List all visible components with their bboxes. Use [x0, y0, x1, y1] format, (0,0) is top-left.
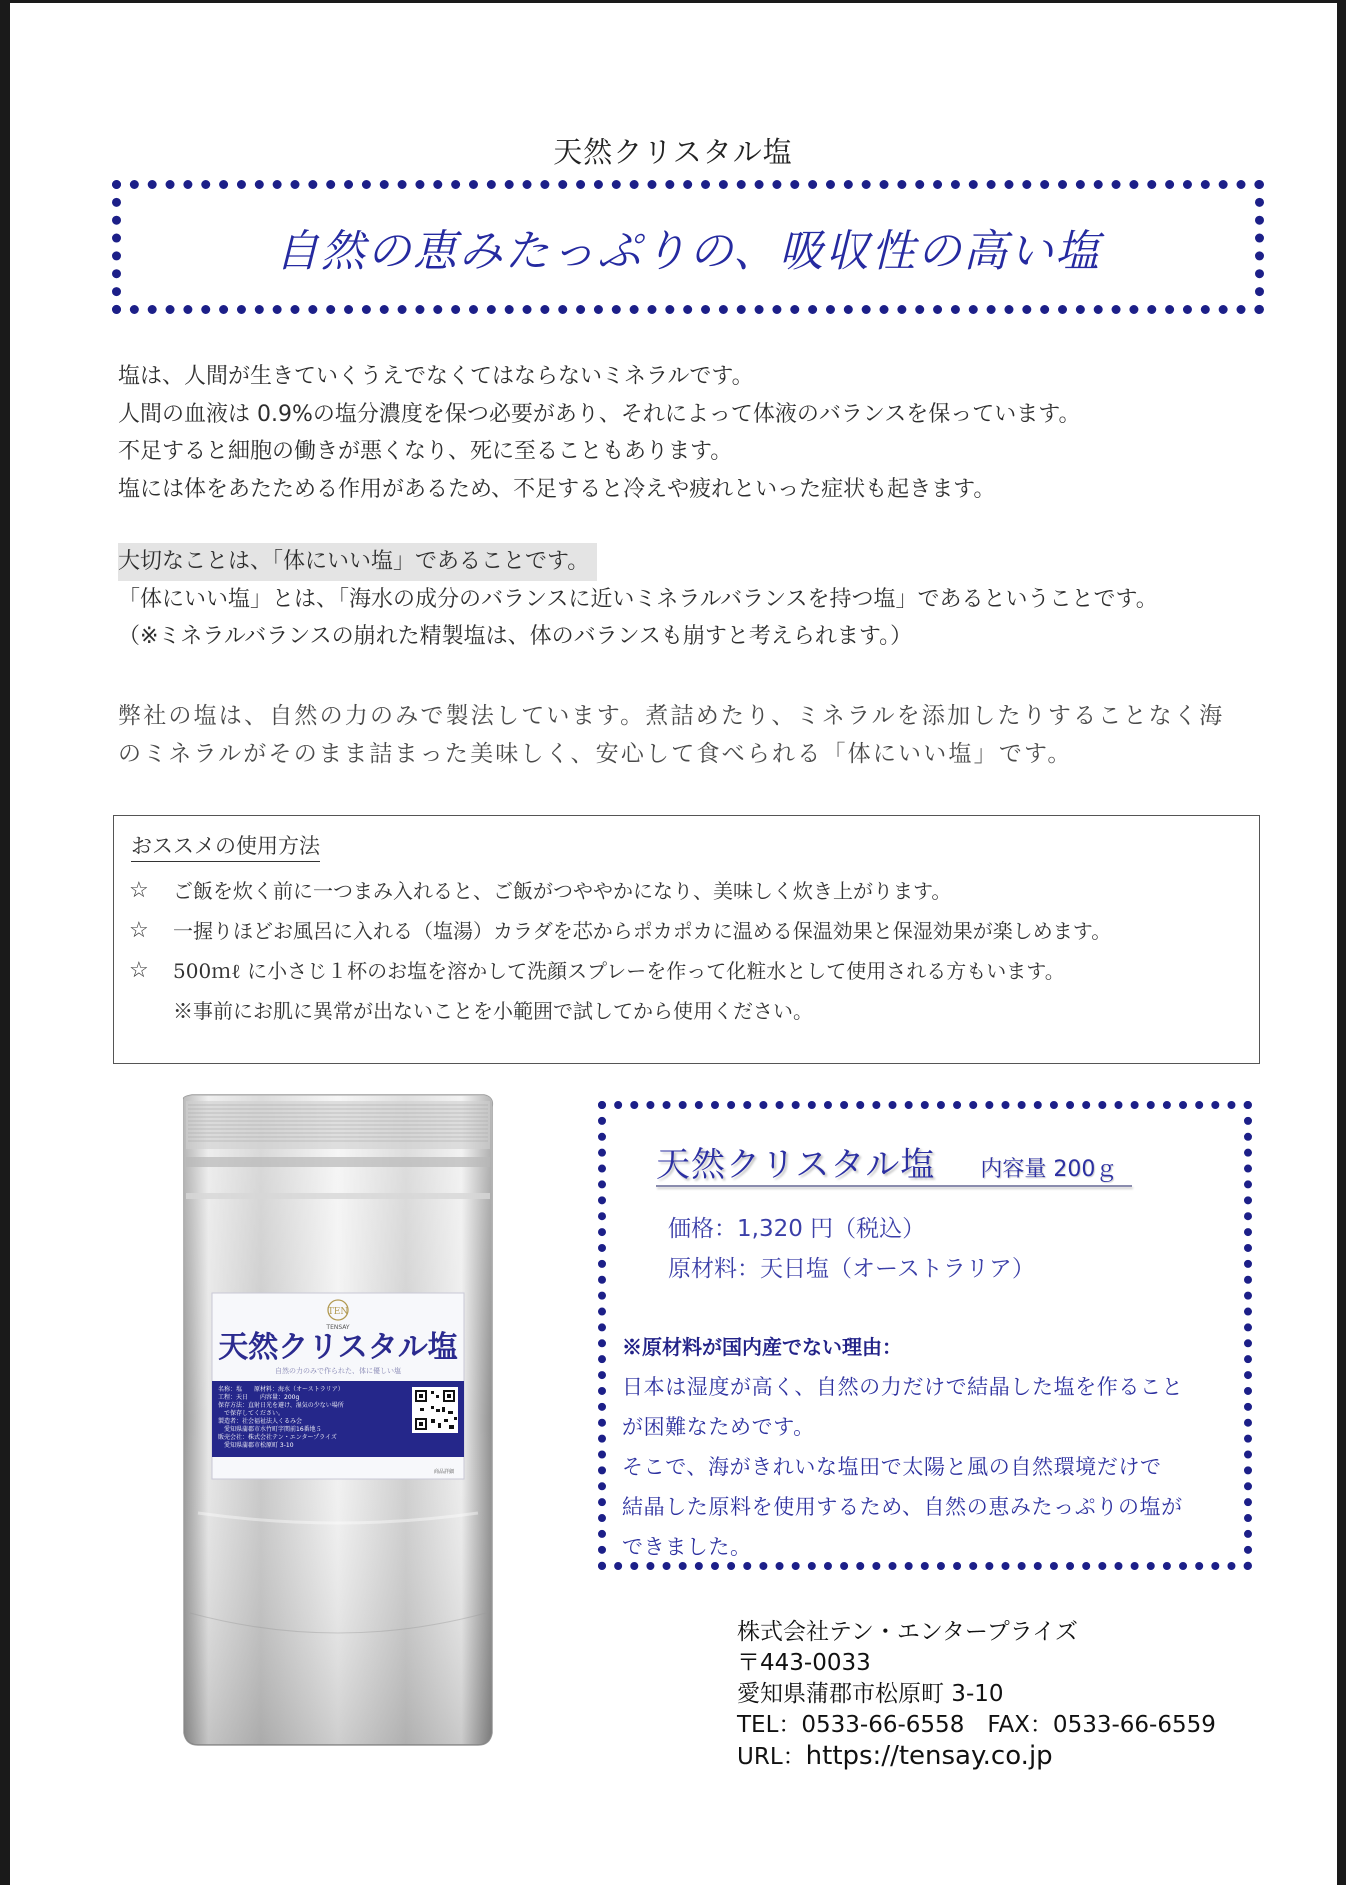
url-line [737, 1741, 1216, 1773]
label-detail-line: 製造者：社会福祉法人くるみ会 [218, 1418, 303, 1425]
headline: 自然の恵みたっぷりの、吸収性の高い塩 [274, 226, 1102, 277]
qr-code-icon [412, 1387, 458, 1433]
usage-list [129, 871, 1249, 1031]
label-product-title: 天然クリスタル塩 [218, 1330, 458, 1365]
usage-item [129, 871, 1249, 911]
label-subtitle: 自然の力のみで作られた、体に優しい塩 [275, 1367, 401, 1375]
label-detail-line: 愛知県蒲郡市松原町 3-10 [218, 1442, 294, 1449]
emphasis-line: 「体にいい塩」とは、「海水の成分のバランスに近いミネラルバランスを持つ塩」であるということです。 [118, 586, 1158, 612]
intro-line: 塩には体をあたためる作用があるため、不足すると冷えや疲れといった症状も起きます。 [118, 476, 996, 502]
label-detail-line: 保存方法：直射日光を避け、湿気の少ない場所 [218, 1402, 344, 1409]
product-title-row [656, 1137, 1117, 1186]
label-detail-line: 販売会社：株式会社テン・エンタープライズ [218, 1434, 337, 1441]
url-label: URL： [737, 1744, 806, 1770]
label-small-text: 商品詳細 [433, 1469, 454, 1475]
reason-line: 日本は湿度が高く、自然の力だけで結晶した塩を作ること [622, 1375, 1184, 1399]
label-detail-line: で保存してください。 [218, 1410, 285, 1417]
star-icon: ☆ [129, 918, 149, 943]
usage-item-text: 500ｍℓ に小さじ１杯のお塩を溶かして洗顔スプレーを作って化粧水として使用される方もいます。 [173, 959, 1065, 983]
price-block [668, 1209, 1035, 1289]
product-material: 原材料：天日塩（オーストラリア） [668, 1256, 1035, 1282]
reason-line: 結晶した原料を使用するため、自然の恵みたっぷりの塩が [622, 1495, 1183, 1519]
postal-code: 〒443-0033 [737, 1650, 871, 1676]
product-label-title: 天然クリスタル塩 [553, 135, 793, 169]
company-contact [737, 1617, 1216, 1773]
star-icon: ☆ [129, 958, 149, 983]
title-underline [656, 1185, 1132, 1187]
brand-name-text: TENSAY [326, 1324, 350, 1331]
reason-title: ※原材料が国内産でない理由： [622, 1335, 902, 1359]
intro-paragraph [118, 358, 1238, 508]
label-detail-line: 愛知県蒲郡市水竹町字関前16番地５ [218, 1426, 322, 1433]
intro-line: 人間の血液は 0.9%の塩分濃度を保つ必要があり、それによって体液のバランスを保っています。 [118, 401, 1081, 427]
product-volume: 内容量 200ｇ [980, 1157, 1118, 1182]
star-icon: ☆ [129, 878, 149, 903]
product-name: 天然クリスタル塩 [656, 1145, 936, 1185]
usage-title: おススメの使用方法 [131, 830, 320, 862]
emphasis-line: （※ミネラルバランスの崩れた精製塩は、体のバランスも崩すと考えられます。） [118, 624, 913, 649]
highlighted-statement: 大切なことは、「体にいい塩」であることです。 [118, 543, 597, 581]
emphasis-block [118, 543, 1258, 656]
material-reason [622, 1327, 1242, 1567]
usage-item-text: ご飯を炊く前に一つまみ入れると、ご飯がつややかになり、美味しく炊き上がります。 [173, 879, 952, 903]
headline-box [112, 180, 1264, 314]
phone-fax: TEL：0533-66-6558 FAX：0533-66-6559 [737, 1712, 1216, 1738]
usage-item [129, 951, 1249, 991]
address: 愛知県蒲郡市松原町 3-10 [737, 1681, 1004, 1707]
intro-line: 塩は、人間が生きていくうえでなくてはならないミネラルです。 [118, 364, 754, 389]
brand-mark-text: TEN [327, 1307, 349, 1317]
label-detail-line: 工程：天日 内容量：200g [218, 1394, 300, 1401]
usage-item [129, 911, 1249, 951]
usage-note: ※事前にお肌に異常が出ないことを小範囲で試してから使用ください。 [173, 999, 813, 1023]
product-info-box [598, 1101, 1252, 1570]
usage-box [113, 815, 1260, 1064]
usage-item-text: 一握りほどお風呂に入れる（塩湯）カラダを芯からポカポカに温める保温効果と保湿効果が楽しめます。 [173, 919, 1112, 943]
reason-line: が困難なためです。 [622, 1415, 815, 1439]
company-statement: 弊社の塩は、自然の力のみで製法しています。煮詰めたり、ミネラルを添加したりすることなく海のミネラルがそのまま詰まった美味しく、安心して食べられる「体にいい塩」です。 [118, 703, 1225, 767]
company-name: 株式会社テン・エンタープライズ [737, 1619, 1078, 1645]
website-link[interactable]: https://tensay.co.jp [805, 1741, 1053, 1771]
reason-line: そこで、海がきれいな塩田で太陽と風の自然環境だけで [622, 1455, 1162, 1479]
product-price: 価格：1,320 円（税込） [668, 1216, 926, 1242]
reason-line: できました。 [622, 1535, 752, 1559]
label-detail-line: 名称：塩 原材料：海水（オーストラリア） [218, 1386, 344, 1393]
product-package-image [178, 1093, 498, 1753]
intro-line: 不足すると細胞の働きが悪くなり、死に至ることもあります。 [118, 439, 733, 464]
